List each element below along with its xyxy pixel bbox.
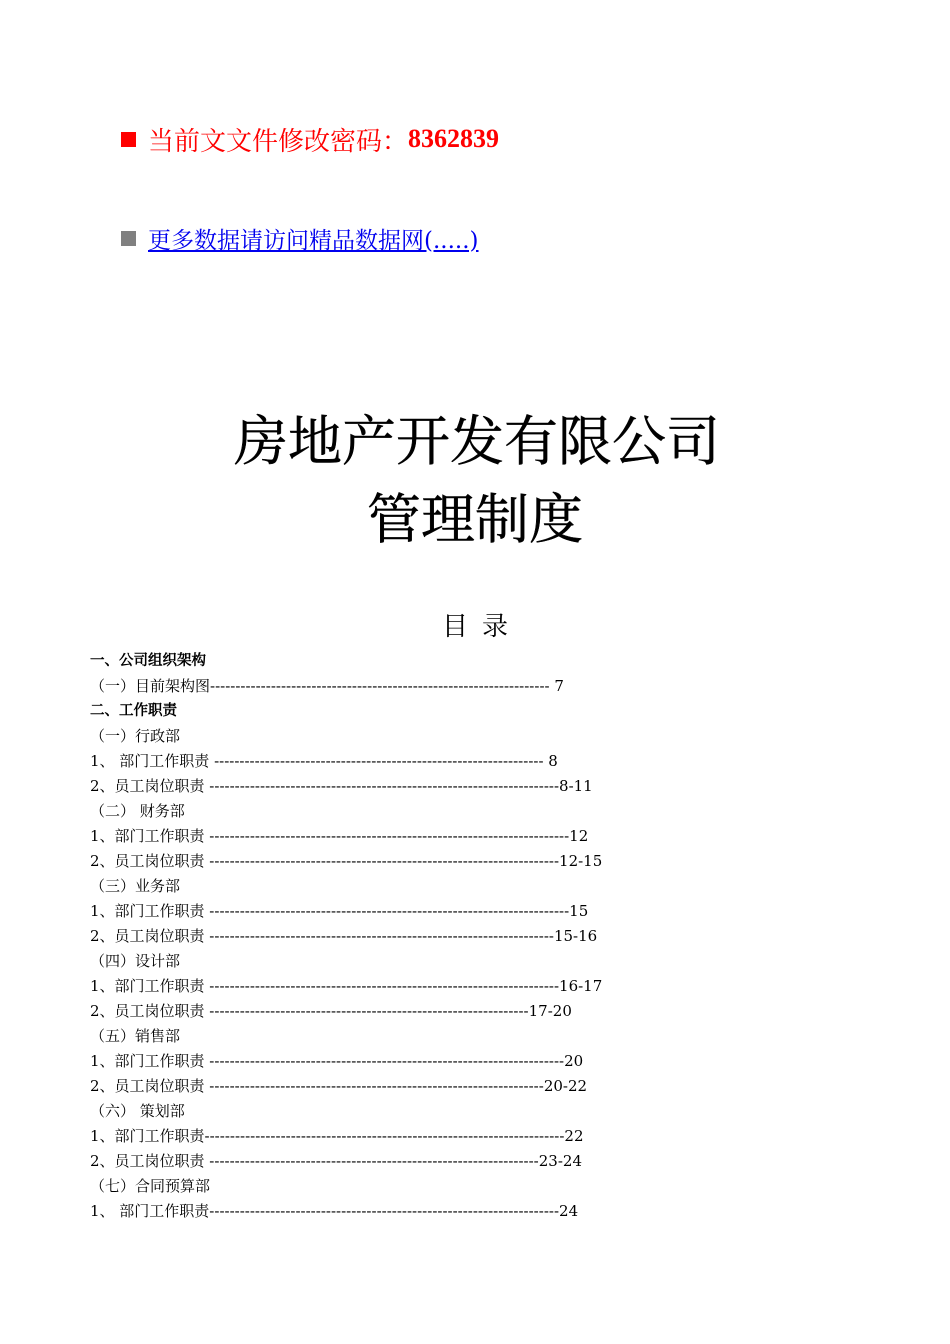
gray-square-bullet-icon (121, 231, 136, 246)
table-of-contents (90, 649, 810, 1224)
red-square-bullet-icon (121, 132, 136, 147)
toc-entry: 2、员工岗位职责 -----------------------------------------------------------------23-24 (90, 1152, 582, 1170)
toc-entry: 1、部门工作职责 -----------------------------------------------------------------------15 (90, 902, 589, 920)
toc-entry: 1、部门工作职责 ----------------------------------------------------------------------20 (90, 1052, 584, 1070)
toc-entry: （二） 财务部 (90, 802, 185, 820)
toc-entry: （七）合同预算部 (90, 1177, 211, 1195)
password-notice (121, 118, 499, 160)
toc-heading: 目录 (441, 612, 522, 642)
document-title-line-1: 房地产开发有限公司 (234, 410, 720, 473)
toc-entry: 1、部门工作职责 ---------------------------------------------------------------------16-17 (90, 977, 603, 995)
toc-entry: （四）设计部 (90, 952, 181, 970)
toc-entry: （一）行政部 (90, 727, 181, 745)
toc-entry: 2、员工岗位职责 --------------------------------------------------------------------15-16 (90, 927, 598, 945)
toc-entry: 1、部门工作职责 -----------------------------------------------------------------------12 (90, 827, 589, 845)
toc-entry: 1、 部门工作职责 ----------------------------------------------------------------- 8 (90, 752, 558, 770)
document-title-line-2: 管理制度 (367, 488, 583, 551)
more-data-notice (121, 220, 479, 256)
password-value: 8362839 (408, 124, 500, 153)
toc-entry: （五）销售部 (90, 1027, 181, 1045)
toc-entry: （一）目前架构图------------------------------------------------------------------- 7 (90, 677, 564, 695)
toc-entry: 2、员工岗位职责 ---------------------------------------------------------------------8-11 (90, 777, 593, 795)
toc-entry: 1、部门工作职责-----------------------------------------------------------------------22 (90, 1127, 584, 1145)
toc-section-heading: 一、公司组织架构 (90, 653, 206, 669)
more-data-link[interactable]: 更多数据请访问精品数据网(.....) (148, 227, 479, 254)
toc-entry: （三）业务部 (90, 877, 181, 895)
toc-entry: 2、员工岗位职责 ------------------------------------------------------------------20-22 (90, 1077, 588, 1095)
toc-entry: 1、 部门工作职责---------------------------------------------------------------------24 (90, 1202, 579, 1220)
toc-section-heading: 二、工作职责 (90, 703, 177, 719)
toc-entry: 2、员工岗位职责 ---------------------------------------------------------------17-20 (90, 1002, 572, 1020)
password-label: 当前文文件修改密码： (148, 126, 409, 157)
toc-entry: 2、员工岗位职责 ---------------------------------------------------------------------12-15 (90, 852, 603, 870)
toc-entry: （六） 策划部 (90, 1102, 185, 1120)
